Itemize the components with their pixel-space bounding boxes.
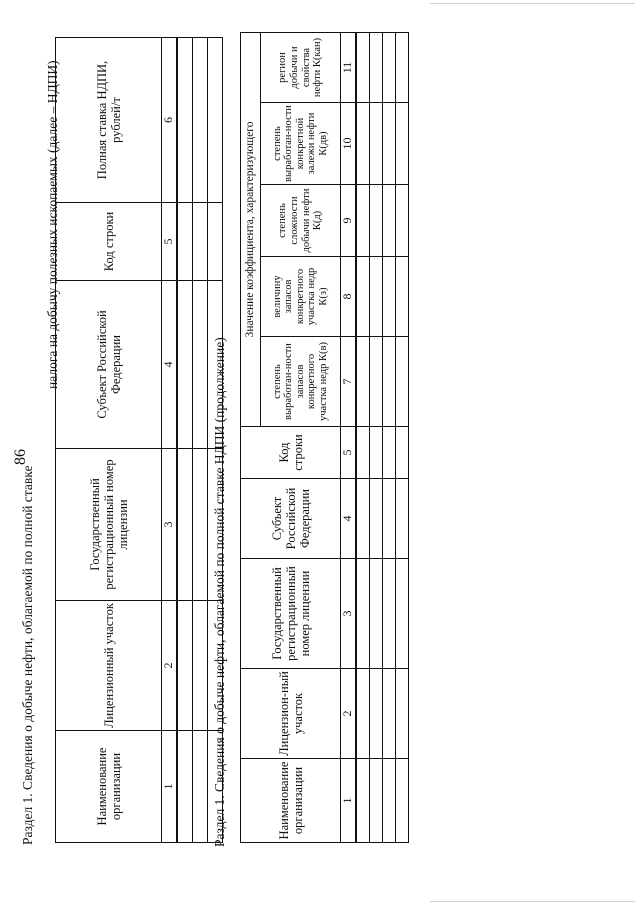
s1c-cell[interactable]	[356, 479, 370, 559]
s1c-cell[interactable]	[356, 32, 370, 102]
s1-cell[interactable]	[193, 601, 208, 731]
s1-col-number: 6	[162, 38, 178, 203]
s1-cell[interactable]	[193, 281, 208, 449]
s1c-col-number: 4	[341, 479, 357, 559]
s1c-cell[interactable]	[370, 185, 383, 257]
s1c-header-kv: степень выработан-ности запасов конкретного участка недр К(в)	[261, 337, 341, 427]
s1c-col-number: 5	[341, 427, 357, 479]
s1c-cell[interactable]	[383, 257, 396, 337]
s1c-data-row	[396, 32, 409, 842]
section1-table	[55, 37, 223, 843]
section1-cont-table	[240, 32, 409, 843]
s1-cell[interactable]	[177, 731, 193, 843]
s1c-cell[interactable]	[370, 669, 383, 759]
s1c-col-number: 2	[341, 669, 357, 759]
s1c-cell[interactable]	[396, 559, 409, 669]
s1c-cell[interactable]	[383, 559, 396, 669]
s1c-cell[interactable]	[383, 32, 396, 102]
s1c-cell[interactable]	[370, 427, 383, 479]
s1-col-number: 4	[162, 281, 178, 449]
s1-cell[interactable]	[208, 203, 223, 281]
s1c-cell[interactable]	[383, 479, 396, 559]
s1-col-number: 2	[162, 601, 178, 731]
s1-data-row	[177, 38, 193, 843]
s1c-data-row	[356, 32, 370, 842]
s1-header-row-code: Код строки	[56, 203, 162, 281]
s1c-header-org: Наименование организации	[241, 759, 341, 843]
s1c-header-license-number: Государственный регистрационный номер лицензии	[241, 559, 341, 669]
s1c-cell[interactable]	[396, 669, 409, 759]
s1c-col-number: 1	[341, 759, 357, 843]
s1c-cell[interactable]	[396, 759, 409, 843]
s1c-cell[interactable]	[383, 103, 396, 185]
s1-cell[interactable]	[208, 38, 223, 203]
s1c-cell[interactable]	[396, 427, 409, 479]
s1-header-license-area: Лицензионный участок	[56, 601, 162, 731]
s1c-header-subject: Субъект Российской Федерации	[241, 479, 341, 559]
s1c-header-license-area: Лицензион-ный участок	[241, 669, 341, 759]
s1c-cell[interactable]	[370, 559, 383, 669]
s1c-cell[interactable]	[370, 32, 383, 102]
s1c-col-number: 11	[341, 32, 357, 102]
s1-header-org: Наименование организации	[56, 731, 162, 843]
s1c-cell[interactable]	[396, 32, 409, 102]
s1c-cell[interactable]	[396, 257, 409, 337]
s1-data-row	[193, 38, 208, 843]
s1c-cell[interactable]	[396, 337, 409, 427]
s1c-cell[interactable]	[370, 479, 383, 559]
s1c-header-kd: степень сложности добычи нефти К(д)	[261, 185, 341, 257]
s1c-cell[interactable]	[383, 759, 396, 843]
s1c-cell[interactable]	[383, 427, 396, 479]
s1-header-license-number: Государственный регистрационный номер лицензии	[56, 449, 162, 601]
s1-cell[interactable]	[177, 281, 193, 449]
s1c-cell[interactable]	[383, 337, 396, 427]
s1c-cell[interactable]	[356, 185, 370, 257]
s1c-col-number: 10	[341, 103, 357, 185]
s1-col-number: 5	[162, 203, 178, 281]
s1-cell[interactable]	[193, 38, 208, 203]
s1-cell[interactable]	[177, 203, 193, 281]
s1c-col-number: 8	[341, 257, 357, 337]
s1c-cell[interactable]	[370, 759, 383, 843]
s1c-header-kz: величину запасов конкретного участка недр К(з)	[261, 257, 341, 337]
s1c-group-header: Значение коэффициента, характеризующего	[241, 32, 261, 426]
s1c-data-row	[370, 32, 383, 842]
s1-col-number: 1	[162, 731, 178, 843]
s1-header-subject: Субъект Российской Федерации	[56, 281, 162, 449]
s1c-cell[interactable]	[383, 185, 396, 257]
s1c-cell[interactable]	[356, 669, 370, 759]
s1c-cell[interactable]	[370, 337, 383, 427]
s1c-cell[interactable]	[356, 427, 370, 479]
s1c-cell[interactable]	[396, 185, 409, 257]
s1c-col-number: 9	[341, 185, 357, 257]
s1c-header-kkan: регион добычи и свойства нефти К(кан)	[261, 32, 341, 102]
s1c-cell[interactable]	[356, 337, 370, 427]
s1-cell[interactable]	[177, 38, 193, 203]
s1-col-number: 3	[162, 449, 178, 601]
s1c-cell[interactable]	[356, 103, 370, 185]
s1-header-full-rate: Полная ставка НДПИ, рублей/т	[56, 38, 162, 203]
page-number: 86	[12, 449, 29, 465]
s1c-cell[interactable]	[356, 257, 370, 337]
s1c-header-kdv: степень выработан-ности конкретной залежи нефти К(дв)	[261, 103, 341, 185]
s1c-data-row	[383, 32, 396, 842]
s1c-cell[interactable]	[396, 103, 409, 185]
s1c-cell[interactable]	[370, 257, 383, 337]
s1-cell[interactable]	[193, 449, 208, 601]
s1-cell[interactable]	[193, 731, 208, 843]
section1-title-line1: Раздел 1. Сведения о добыче нефти, облагаемой по полной ставке	[20, 465, 35, 845]
s1-cell[interactable]	[177, 449, 193, 601]
s1c-cell[interactable]	[356, 759, 370, 843]
s1c-cell[interactable]	[396, 479, 409, 559]
section1-title-line2: налога на добычу полезных ископаемых (далее – НДПИ)	[45, 60, 60, 389]
s1c-cell[interactable]	[370, 103, 383, 185]
section1-cont-title: Раздел 1. Сведения о добыче нефти, облагаемой по полной ставке НДПИ (продолжение)	[212, 337, 227, 847]
s1-cell[interactable]	[177, 601, 193, 731]
s1c-col-number: 3	[341, 559, 357, 669]
s1c-header-row-code: Код строки	[241, 427, 341, 479]
s1-cell[interactable]	[193, 203, 208, 281]
s1c-col-number: 7	[341, 337, 357, 427]
s1c-cell[interactable]	[356, 559, 370, 669]
s1c-cell[interactable]	[383, 669, 396, 759]
